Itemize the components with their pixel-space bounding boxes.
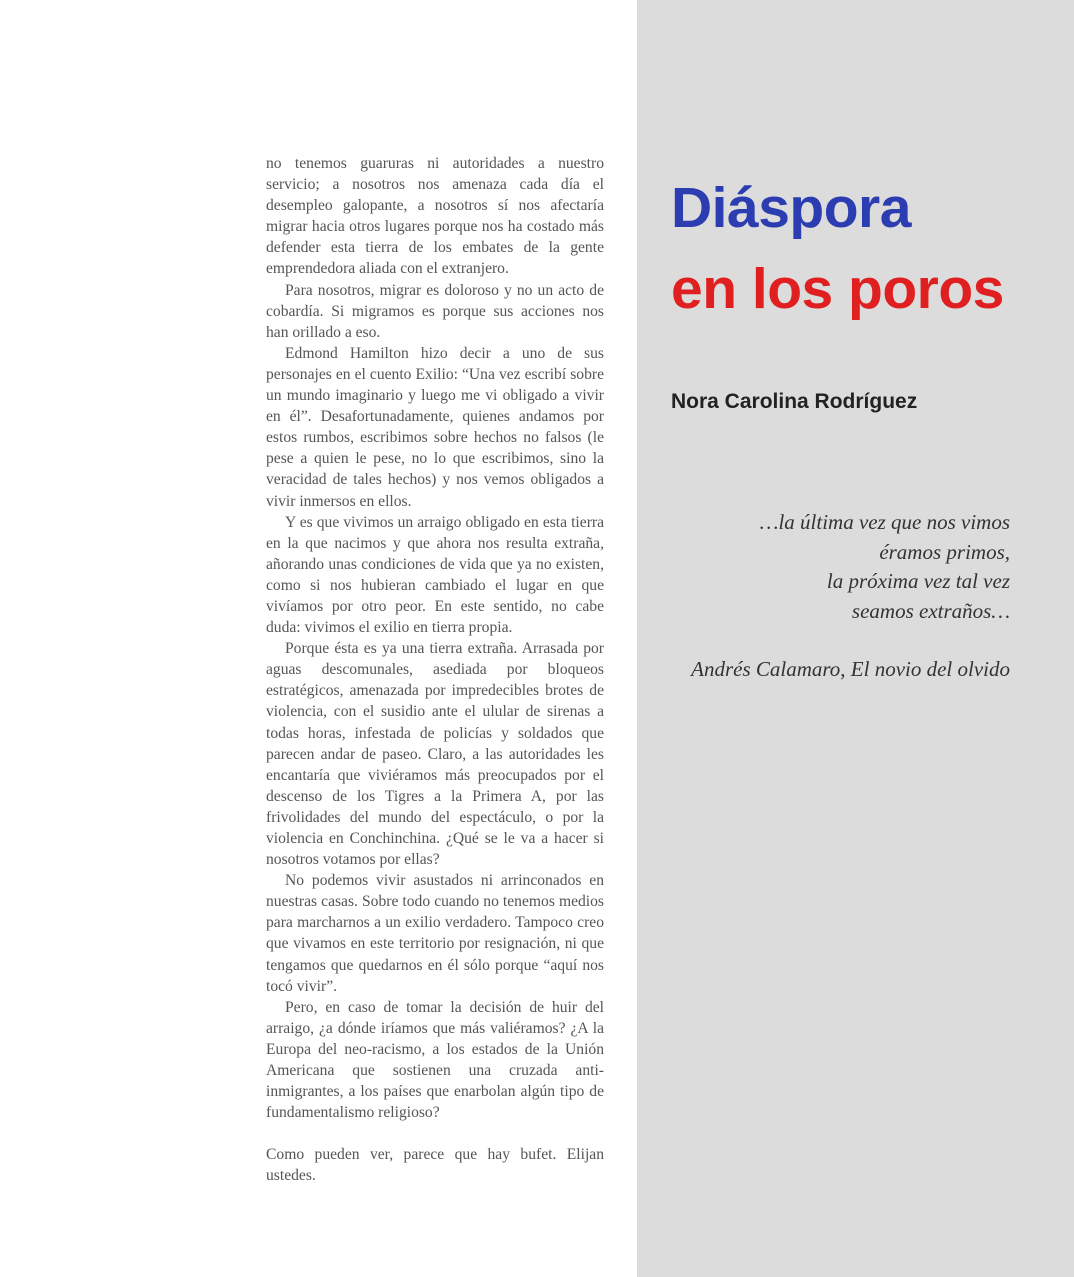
epigraph-line: la próxima vez tal vez: [826, 569, 1010, 593]
body-paragraph: Y es que vivimos un arraigo obligado en esta tierra en la que nacimos y que ahora nos resulta extraña, añorando unas condiciones de vida que ya no existen, como si nos hubieran cambiado el lugar en que vivíamos por otro peor. En este sentido, no cabe duda: vivimos el exilio en tierra propia.: [266, 513, 604, 637]
article-body: [266, 153, 604, 1187]
author-name: Nora Carolina Rodríguez: [671, 390, 918, 413]
epigraph-line: éramos primos,: [879, 539, 1010, 564]
epigraph-line: …la última vez que nos vimos: [759, 510, 1010, 534]
body-paragraph: No podemos vivir asustados ni arrinconados en nuestras casas. Sobre todo cuando no tenemos medios para marcharnos a un exilio verdadero. Tampoco creo que vivamos en este territorio por resignación, ni que tengamos que quedarnos en él sólo porque “aquí nos tocó vivir”.: [266, 872, 604, 995]
body-paragraph: Porque ésta es ya una tierra extraña. Arrasada por aguas descomunales, asediada por bloqueos estratégicos, amenazada por impredecibles brotes de violencia, con el susidio ante el ulular de sirenas a todas horas, infestada de policías y soldados que parecen andar de paseo. Claro, a las autoridades les encantaría que viviéramos más preocupados por el descenso de los Tigres a la Primera A, por las frivolidades del mundo del espectáculo, o por la violencia en Conchinchina. ¿Qué se le va a hacer si nosotros votamos por ellas?: [266, 640, 604, 869]
title-line-1: Diáspora: [671, 176, 911, 240]
body-paragraph: no tenemos guaruras ni autoridades a nuestro servicio; a nosotros nos amenaza cada día el desempleo galopante, a nosotros sí nos afectaría migrar hacia otros lugares porque nos ha costado más defender esta tierra de los embates de la gente emprendedora aliada con el extranjero.: [266, 155, 604, 278]
article-title: [671, 168, 1051, 330]
closing-paragraph: Como pueden ver, parece que hay bufet. Elijan ustedes.: [266, 1146, 604, 1185]
body-paragraph: Pero, en caso de tomar la decisión de huir del arraigo, ¿a dónde iríamos que más valiéramos? ¿A la Europa del neo-racismo, a los estados de la Unión Americana que sostienen una cruzada anti-inmigrantes, a los países que enarbolan algún tipo de fundamentalismo religioso?: [266, 998, 604, 1122]
epigraph: [650, 508, 1010, 685]
epigraph-attribution: Andrés Calamaro, El novio del olvido: [691, 657, 1010, 681]
title-line-2: en los poros: [671, 257, 1004, 321]
epigraph-line: seamos extraños…: [851, 598, 1010, 623]
body-paragraph: Para nosotros, migrar es doloroso y no un acto de cobardía. Si migramos es porque sus acciones nos han orillado a eso.: [266, 281, 604, 341]
body-paragraph: Edmond Hamilton hizo decir a uno de sus personajes en el cuento Exilio: “Una vez escribí sobre un mundo imaginario y luego me vi obligado a vivir en él”. Desafortunadamente, quienes andamos por estos rumbos, escribimos sobre hechos no falsos (le pese a quien le pese, no lo que escribimos, sino la veracidad de tales hechos) y nos vemos obligados a vivir inmersos en ellos.: [266, 344, 604, 510]
